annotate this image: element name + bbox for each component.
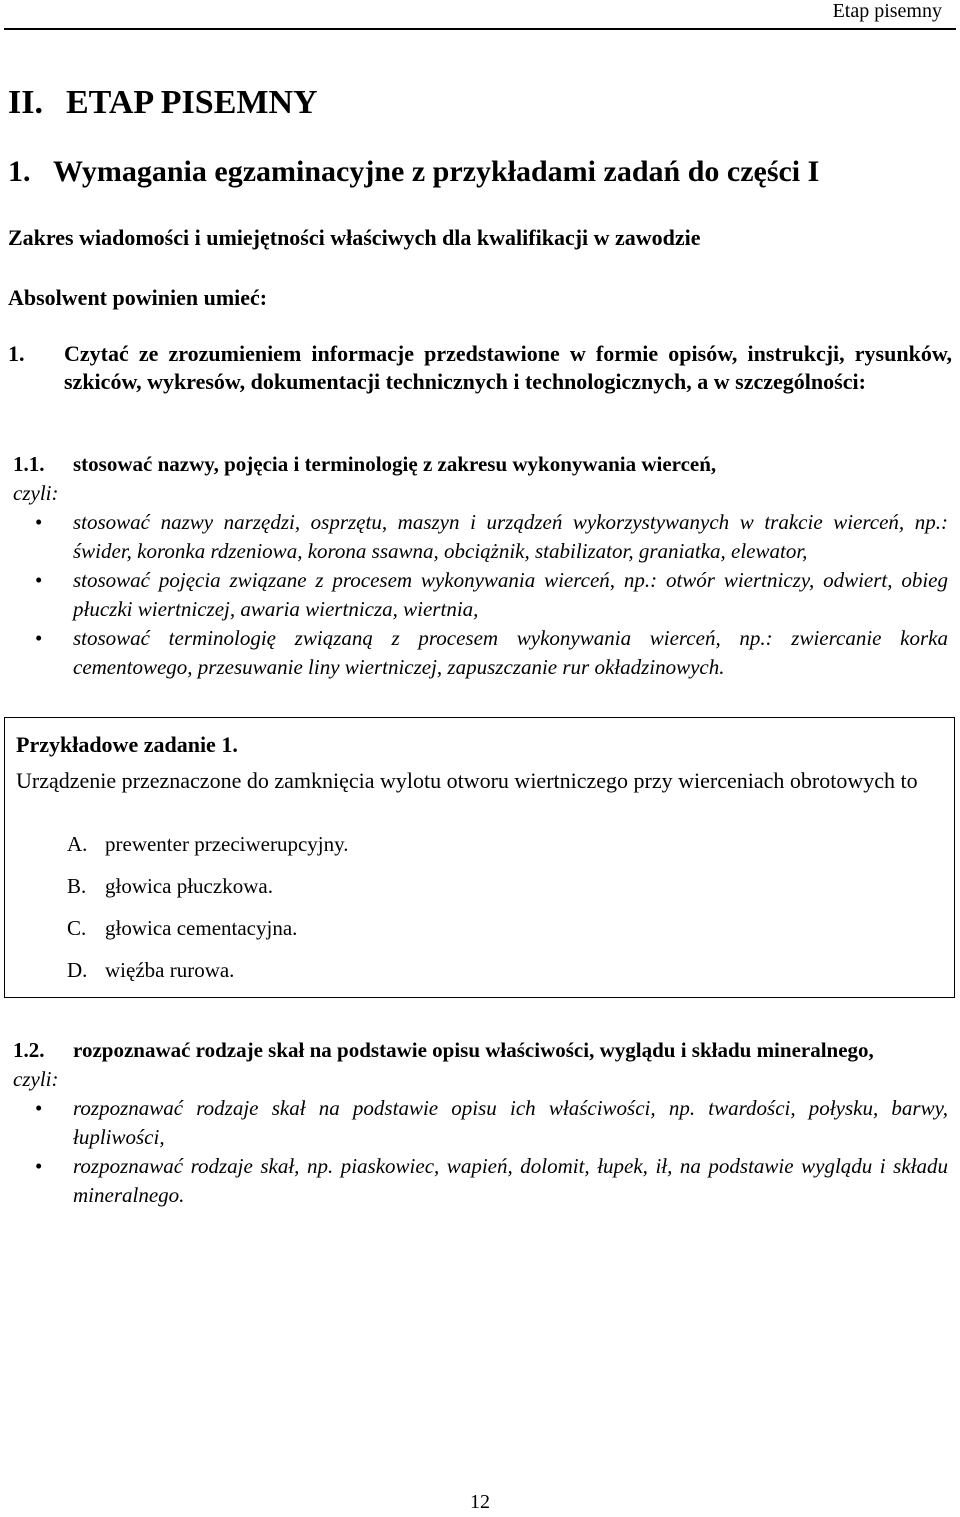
answer-option-b [67, 874, 273, 899]
czyli-label: czyli: [13, 1067, 59, 1091]
intro-text: Absolwent powinien umieć: [8, 285, 268, 310]
sample-task-box [4, 717, 955, 998]
czyli-label: czyli: [13, 481, 59, 505]
requirement-1 [8, 340, 952, 396]
topic-number: 1.2. [13, 1038, 45, 1062]
topic-1-2 [13, 1036, 948, 1210]
section-number: 1. [8, 155, 31, 188]
answer-option-c [67, 916, 297, 941]
task-title: Przykładowe zadanie 1. [16, 732, 238, 757]
chapter-heading [8, 84, 318, 122]
bullet-item: • stosować terminologię związaną z procesem wykonywania wierceń, np.: zwiercanie korka cementowego, przesuwanie liny wiertniczej, zapuszczanie rur okładzinowych. [13, 624, 948, 682]
option-text: głowica płuczkowa. [105, 874, 273, 898]
chapter-title: ETAP PISEMNY [66, 84, 318, 121]
option-text: prewenter przeciwerupcyjny. [105, 832, 349, 856]
answer-option-a [67, 832, 349, 857]
chapter-number: II. [8, 84, 43, 121]
bullet-item: • rozpoznawać rodzaje skał na podstawie opisu ich właściwości, np. twardości, połysku, barwy, łupliwości, [13, 1094, 948, 1152]
section-heading [8, 155, 819, 189]
topic-title: stosować nazwy, pojęcia i terminologię z zakresu wykonywania wierceń, [73, 452, 717, 476]
topic-title: rozpoznawać rodzaje skał na podstawie opisu właściwości, wyglądu i składu mineralnego, [73, 1038, 874, 1062]
section-title: Wymagania egzaminacyjne z przykładami zadań do części I [53, 155, 820, 188]
task-question: Urządzenie przeznaczone do zamknięcia wylotu otworu wiertniczego przy wierceniach obrotowych to [16, 768, 918, 793]
bullet-list [13, 1094, 948, 1210]
topic-1-1 [13, 450, 948, 682]
option-letter: B. [67, 874, 87, 898]
option-letter: C. [67, 916, 87, 940]
scope-heading: Zakres wiadomości i umiejętności właściwych dla kwalifikacji w zawodzie [8, 225, 701, 250]
topic-number: 1.1. [13, 452, 45, 476]
requirement-text: Czytać ze zrozumieniem informacje przedstawione w formie opisów, instrukcji, rysunków, szkiców, wykresów, dokumentacji technicznych i technologicznych, a w szczególności: [64, 341, 952, 394]
running-header: Etap pisemny [832, 0, 942, 22]
option-text: głowica cementacyjna. [105, 916, 298, 940]
bullet-item: • rozpoznawać rodzaje skał, np. piaskowiec, wapień, dolomit, łupek, ił, na podstawie wyglądu i składu mineralnego. [13, 1152, 948, 1210]
requirement-number: 1. [8, 341, 25, 366]
bullet-item: • stosować pojęcia związane z procesem wykonywania wierceń, np.: otwór wiertniczy, odwiert, obieg płuczki wiertniczej, awaria wiertnicza, wiertnia, [13, 566, 948, 624]
option-letter: D. [67, 958, 88, 982]
bullet-list [13, 508, 948, 682]
option-letter: A. [67, 832, 88, 856]
option-text: więźba rurowa. [105, 958, 235, 982]
bullet-item: • stosować nazwy narzędzi, osprzętu, maszyn i urządzeń wykorzystywanych w trakcie wierceń, np.: świder, koronka rdzeniowa, korona ssawna, obciążnik, stabilizator, graniatka, elewator, [13, 508, 948, 566]
header-rule [4, 28, 956, 30]
page-number: 12 [470, 1491, 490, 1513]
answer-option-d [67, 958, 234, 983]
